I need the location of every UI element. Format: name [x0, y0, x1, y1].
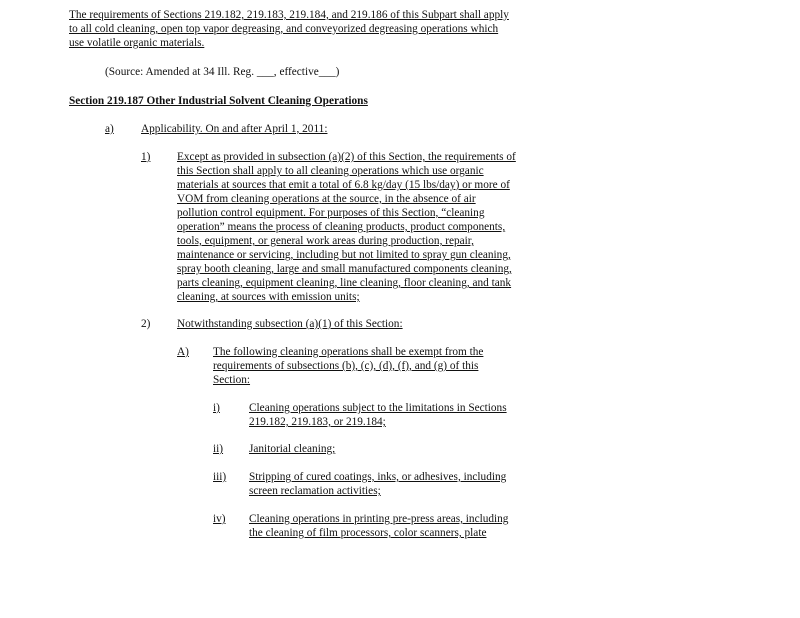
item-A-line: Section: — [213, 374, 251, 386]
item-1-line: maintenance or servicing, including but not limited to spray gun cleaning, — [177, 249, 511, 261]
item-1-line: cleaning, at sources with emission units; — [177, 291, 360, 303]
subsection-a-label: a) — [105, 123, 114, 135]
item-1-line: operation” means the process of cleaning products, product components, — [177, 221, 506, 233]
item-1-line: materials at sources that emit a total of 6.8 kg/day (15 lbs/day) or more of — [177, 179, 510, 191]
item-A-line: The following cleaning operations shall be exempt from the — [213, 346, 484, 358]
roman-item-label: iv) — [213, 513, 226, 525]
item-1-line: Except as provided in subsection (a)(2) of this Section, the requirements of — [177, 151, 516, 163]
roman-item-line: Cleaning operations in printing pre-press areas, including — [249, 513, 509, 525]
source-note: (Source: Amended at 34 Ill. Reg. ___, effective___) — [105, 66, 340, 78]
item-A-line: requirements of subsections (b), (c), (d), (f), and (g) of this — [213, 360, 479, 372]
item-1-label: 1) — [141, 151, 151, 163]
item-A-label: A) — [177, 346, 189, 358]
roman-item-line: the cleaning of film processors, color scanners, plate — [249, 527, 487, 539]
roman-item-line: 219.182, 219.183, or 219.184; — [249, 416, 386, 428]
intro-line-1: The requirements of Sections 219.182, 219.183, 219.184, and 219.186 of this Subpart shall apply — [69, 9, 509, 21]
roman-item-line: Cleaning operations subject to the limitations in Sections — [249, 402, 507, 414]
roman-item-label: i) — [213, 402, 220, 414]
item-1-line: parts cleaning, equipment cleaning, line cleaning, floor cleaning, and tank — [177, 277, 512, 289]
item-1-line: VOM from cleaning operations at the source, in the absence of air — [177, 193, 476, 205]
sections-reference: Sections 219.182, 219.183, 219.184, and 219.186 — [163, 9, 388, 21]
item-1-line: tools, equipment, or general work areas during production, repair, — [177, 235, 474, 247]
roman-item-line: Stripping of cured coatings, inks, or adhesives, including — [249, 471, 507, 483]
item-2-text: Notwithstanding subsection (a)(1) of this Section: — [177, 318, 403, 330]
item-1-line: this Section shall apply to all cleaning operations which use organic — [177, 165, 484, 177]
intro-line-2: to all cold cleaning, open top vapor degreasing, and conveyorized degreasing operations which — [69, 23, 499, 35]
subsection-a-text: Applicability. On and after April 1, 2011: — [141, 123, 328, 135]
item-1-line: spray booth cleaning, large and small manufactured components cleaning, — [177, 263, 512, 275]
roman-item-label: iii) — [213, 471, 227, 483]
item-1-line: pollution control equipment. For purposes of this Section, “cleaning — [177, 207, 485, 219]
section-heading: Section 219.187 Other Industrial Solvent Cleaning Operations — [69, 95, 368, 107]
intro-line-3: use volatile organic materials. — [69, 37, 205, 49]
roman-item-line: screen reclamation activities; — [249, 485, 381, 497]
roman-item-label: ii) — [213, 443, 224, 455]
roman-item-line: Janitorial cleaning; — [249, 443, 336, 455]
item-2-label: 2) — [141, 318, 151, 330]
